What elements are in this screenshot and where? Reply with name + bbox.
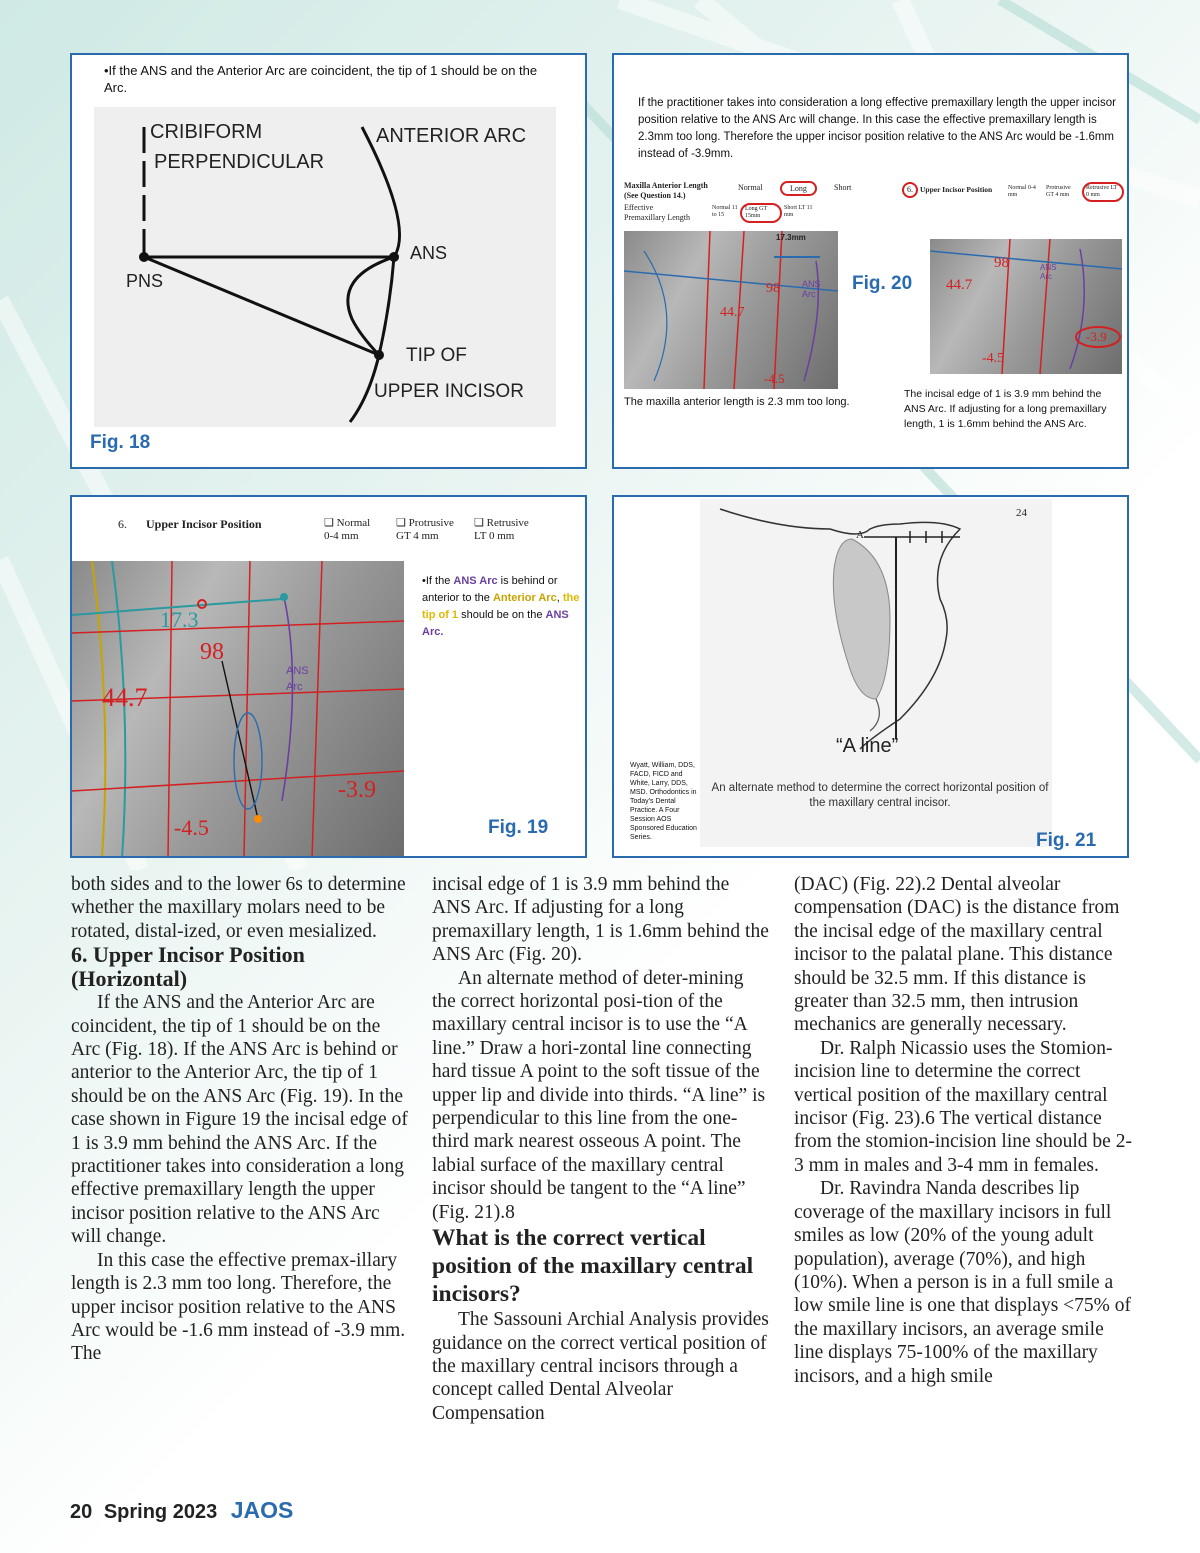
fig20-opt2-normal: Normal 11 to 15 (712, 205, 738, 218)
col1-para-1: If the ANS and the Anterior Arc are coincident, the tip of 1 should be on the Arc (Fig. 18). If the ANS Arc is behind or anterior to the Anterior Arc, the tip of 1 should be on the ANS Arc (Fig. 19). In the case shown in Figure 19 the incisal edge of 1 is 3.9 mm behind the ANS Arc. If the practitioner takes into consideration a long effective premaxillary length the upper incisor position relative to the ANS Arc will change. (71, 992, 408, 1248)
fig20-opt-normal: Normal (738, 183, 763, 192)
figure-18-panel (70, 53, 587, 469)
page-number: 20 (70, 1501, 93, 1523)
opt-protrusive-sub: GT 4 mm (396, 530, 439, 542)
fig20-xray-right (930, 239, 1122, 374)
col2-para-0: incisal edge of 1 is 3.9 mm behind the ANS Arc. If adjusting for a long premaxillary length, 1 is 1.6mm behind the ANS Arc (Fig. 20). (432, 874, 769, 966)
upper-incisor-label: UPPER INCISOR (374, 381, 524, 402)
fig19-ans-arc: ANS Arc (286, 665, 309, 693)
fig18-note: •If the ANS and the Anterior Arc are coincident, the tip of 1 should be on the Arc. (104, 63, 538, 95)
fig20-left-98: 98 (766, 281, 780, 296)
fig21-caption: An alternate method to determine the correct horizontal position of the maxillary central incisor. (711, 782, 1049, 809)
pns-label: PNS (126, 271, 164, 291)
ans-label: ANS (410, 243, 448, 263)
anterior-arc-label: ANTERIOR ARC (376, 125, 527, 147)
fig20-caption-left: The maxilla anterior length is 2.3 mm too long. (624, 396, 850, 408)
fig20-xray-right-lines (930, 239, 1122, 374)
note-ans-arc: ANS Arc (453, 575, 498, 587)
note-tip: the tip of 1 (422, 592, 580, 621)
fig19-form-num: 6. (118, 517, 127, 531)
fig21-credit: Wyatt, William, DDS, FACD, FICD and White, Larry, DDS, MSD. Orthodontics in Today's Dental Practice. A Four Session AOS Sponsored Education Series. (630, 762, 697, 841)
fig20-right-447: 44.7 (946, 277, 973, 293)
col2-para-1: An alternate method of deter-mining the correct horizontal posi-tion of the maxillary central incisor is to use the “A line.” Draw a hori-zontal line connecting hard tissue A point to the soft tissue of the upper lip and divide into thirds. “A line” is perpendicular to this line from the one-third mark nearest osseous A point. The labial surface of the maxillary central incisor should be tangent to the “A line” (Fig. 21).8 (432, 967, 766, 1223)
fig19-num-173: 17.3 (160, 607, 199, 632)
section-heading-vertical-position: What is the correct vertical position of the maxillary central incisors? (432, 1225, 754, 1308)
fig20-left-ans-arc: ANS Arc (802, 279, 821, 299)
fig20-f2-normal: Normal 0-4 mm (1008, 185, 1036, 198)
opt-normal-sub: 0-4 mm (324, 530, 359, 542)
tip-of-label: TIP OF (406, 345, 467, 366)
fig18-diagram (94, 107, 556, 427)
opt-normal-label: Normal (336, 517, 371, 529)
fig19-label: Fig. 19 (488, 817, 549, 838)
fig20-intro: If the practitioner takes into consideration a long effective premaxillary length the upper incisor position relative to the ANS Arc will change. In this case the effective premaxillary length is 2.3mm too long. Therefore the upper incisor position relative to the ANS Arc would be -1.6mm instead of -3.9mm. (638, 97, 1116, 160)
col1-para-2: In this case the effective premax-illary length is 2.3 mm too long. Therefore, the upper incisor position relative to the ANS Arc would be -1.6 mm instead of -3.9 mm. The (71, 1249, 406, 1365)
figure-21-panel (612, 495, 1129, 858)
note-part: , (556, 592, 563, 604)
fig20-left-447: 44.7 (720, 305, 745, 320)
fig19-num-447: 44.7 (102, 683, 148, 712)
col2-para-2: The Sassouni Archial Analysis provides guidance on the correct vertical position of the maxillary central incisors through a concept called Dental Alveolar Compensation (432, 1309, 769, 1424)
fig20-form2-num: 6. (902, 182, 918, 198)
note-part: is behind or anterior to the (422, 575, 558, 604)
fig18-label: Fig. 18 (90, 432, 151, 453)
opt-protrusive-label: Protrusive (408, 517, 454, 529)
fig21-image (700, 499, 1052, 847)
col3-para-2: Dr. Ravindra Nanda describes lip coverage of the maxillary incisors in full smiles as low (20% of the young adult population), average (70%), and high (10%). When a person is in a full smile a low smile line is one that displays <75% of the maxillary incisors, an average smile line displays 75-100% of the maxillary incisors, and a high smile (794, 1178, 1132, 1387)
column-2 (432, 873, 770, 1425)
fig20-opt2-long: Long GT 15mm (740, 203, 782, 223)
fig19-num-45: -4.5 (174, 815, 209, 840)
fig20-xray-left (624, 231, 838, 389)
checkbox-icon: ❏ (474, 517, 487, 529)
form-sub: (See Question 14.) (624, 191, 686, 200)
fig20-f2-retrusive: Retrusive LT 0 mm (1082, 182, 1124, 202)
cribiform-label: CRIBIFORM (150, 121, 263, 143)
fig20-left-45: -4.5 (764, 371, 785, 386)
fig20-measure: 17.3mm (776, 233, 806, 242)
fig21-label: Fig. 21 (1036, 830, 1097, 851)
fig20-opt-long: Long (780, 181, 817, 196)
fig19-form-title: Upper Incisor Position (146, 517, 262, 531)
fig20-f2-protrusive: Protrusive GT 4 mm (1046, 185, 1071, 198)
fig19-xray (72, 561, 404, 858)
fig21-page-num: 24 (1016, 507, 1027, 519)
eff-label: Effective Premaxillary Length (624, 203, 690, 222)
column-3 (794, 873, 1134, 1388)
note-ans-arc-2: ANS Arc. (422, 609, 569, 638)
col3-para-0: (DAC) (Fig. 22).2 Dental alveolar compensation (DAC) is the distance from the incisal edge of the maxillary central incisor to the palatal plane. This distance should be 32.5 mm. If this distance is greater than 32.5 mm, then intrusion mechanics are generally necessary. (794, 874, 1120, 1036)
fig20-opt2-short: Short LT 11 mm (784, 205, 813, 218)
note-anterior-arc: Anterior Arc (492, 592, 557, 604)
checkbox-icon: ❏ (396, 517, 409, 529)
col3-para-1: Dr. Ralph Nicassio uses the Stomion-incision line to determine the correct vertical position of the maxillary central incisor (Fig. 23).6 The vertical distance from the stomion-incision line should be 2-3 mm in males and 3-4 mm in females. (794, 1037, 1132, 1176)
fig21-a-line: “A line” (836, 735, 899, 757)
fig19-opt-normal (324, 517, 370, 543)
figure-20-panel (612, 53, 1129, 469)
fig20-label: Fig. 20 (852, 273, 913, 294)
fig20-right-39: -3.9 (1086, 329, 1107, 344)
column-1 (71, 873, 409, 1366)
fig20-form2-title: Upper Incisor Position (920, 185, 993, 194)
fig20-caption-right: The incisal edge of 1 is 3.9 mm behind the ANS Arc. If adjusting for a long premaxillary length, 1 is 1.6mm behind the ANS Arc. (904, 388, 1107, 430)
form-title: Maxilla Anterior Length (624, 181, 708, 190)
fig19-opt-protrusive (396, 517, 454, 543)
fig20-right-45: -4.5 (982, 351, 1005, 366)
perpendicular-label: PERPENDICULAR (154, 151, 325, 173)
fig19-num-98: 98 (200, 639, 224, 665)
fig20-right-ans-arc: ANS Arc (1040, 263, 1057, 281)
fig19-num-39: -3.9 (338, 777, 376, 803)
note-part: should be on the (458, 609, 546, 621)
page-footer (70, 1497, 293, 1524)
issue-date: Spring 2023 (103, 1501, 218, 1523)
opt-retrusive-sub: LT 0 mm (474, 530, 515, 542)
opt-retrusive-label: Retrusive (486, 517, 529, 529)
journal-name: JAOS (230, 1497, 294, 1523)
figure-19-panel (70, 495, 587, 858)
fig20-opt-short: Short (834, 183, 852, 192)
checkbox-icon: ❏ (324, 517, 337, 529)
fig19-note (422, 573, 580, 641)
fig20-right-98: 98 (994, 255, 1009, 271)
col1-para-0: both sides and to the lower 6s to determine whether the maxillary molars need to be rotated, distal-ized, or even mesialized. (71, 874, 406, 942)
fig21-a-point: A (856, 529, 864, 541)
section-heading-upper-incisor: 6. Upper Incisor Position (Horizontal) (71, 942, 305, 992)
note-part: •If the (422, 575, 454, 587)
fig19-opt-retrusive (474, 517, 529, 543)
